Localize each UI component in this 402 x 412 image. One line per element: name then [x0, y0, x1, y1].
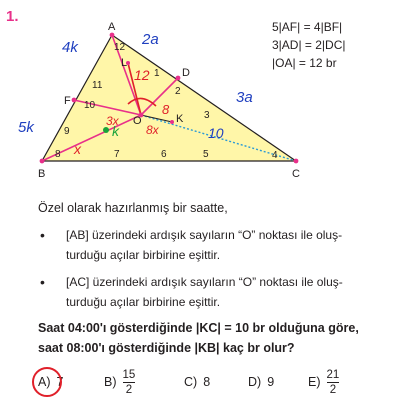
choice-e-denominator: 2: [329, 383, 337, 396]
label-d: D: [182, 67, 190, 79]
point-d: [176, 76, 181, 81]
bullet-dot: •: [40, 274, 45, 290]
question-text: [38, 318, 398, 358]
clock-10: 10: [84, 100, 96, 111]
clock-2: 2: [175, 86, 181, 97]
bullet-ab: [40, 225, 390, 265]
choice-d-label: D): [248, 375, 262, 389]
clock-3: 3: [204, 110, 210, 121]
bullet-ac-line2: turduğu açılar birbirine eşittir.: [66, 295, 221, 309]
selected-answer-circle: [32, 367, 62, 397]
note-ac-2a: 2a: [142, 31, 159, 48]
choice-a-label: A): [38, 375, 51, 389]
note-ac-3a: 3a: [236, 89, 253, 106]
note-x: x: [74, 141, 81, 157]
choice-e[interactable]: [308, 362, 339, 402]
note-green-k: k: [112, 123, 119, 139]
label-c: C: [292, 168, 300, 180]
choice-d-value: 9: [267, 375, 275, 389]
choice-a[interactable]: [38, 362, 63, 402]
choice-c-label: C): [184, 375, 198, 389]
choice-a-value: 7: [56, 375, 64, 389]
choice-b[interactable]: [104, 362, 135, 402]
label-o: O: [133, 115, 142, 127]
label-a: A: [108, 21, 116, 33]
clock-12: 12: [114, 42, 126, 53]
point-f: [72, 98, 77, 103]
note-angle-8: 8: [162, 102, 170, 117]
label-l: L: [121, 57, 128, 69]
clock-7: 7: [114, 149, 120, 160]
answer-choices: [38, 362, 400, 402]
given-af-bf: 5|AF| = 4|BF|: [272, 20, 343, 34]
bullet-ab-line2: turduğu açılar birbirine eşittir.: [66, 248, 221, 262]
label-k: K: [176, 113, 184, 125]
point-k: [170, 120, 174, 124]
choice-e-numerator: 21: [326, 368, 340, 381]
question-line1: Saat 04:00'ı gösterdiğinde |KC| = 10 br olduğuna göre,: [38, 321, 359, 335]
point-c: [294, 159, 299, 164]
choice-e-label: E): [308, 375, 321, 389]
bullet-ab-line1: [AB] üzerindeki ardışık sayıların “O” noktası ile oluş-: [66, 228, 343, 242]
clock-1: 1: [154, 68, 160, 79]
point-b: [40, 159, 45, 164]
choice-d[interactable]: [248, 362, 274, 402]
question-line2: saat 08:00'ı gösterdiğinde |KB| kaç br olur?: [38, 341, 295, 355]
intro-text: Özel olarak hazırlanmış bir saatte,: [38, 201, 228, 215]
choice-b-denominator: 2: [125, 383, 133, 396]
bullet-ac-line1: [AC] üzerindeki ardışık sayıların “O” noktası ile oluş-: [66, 275, 343, 289]
given-ad-dc: 3|AD| = 2|DC|: [272, 38, 346, 52]
label-f: F: [64, 95, 71, 107]
note-8x: 8x: [146, 123, 159, 137]
clock-8: 8: [55, 149, 61, 160]
note-bf-5k: 5k: [18, 119, 34, 136]
choice-b-numerator: 15: [122, 368, 136, 381]
choice-e-fraction: [327, 368, 340, 397]
clock-5: 5: [203, 149, 209, 160]
note-ok-10: 10: [208, 125, 224, 141]
given-conditions: [272, 18, 346, 72]
note-ol-12: 12: [134, 67, 150, 83]
label-b: B: [38, 168, 46, 180]
bullet-dot: •: [40, 227, 45, 243]
given-oa: |OA| = 12 br: [272, 56, 337, 70]
point-a: [110, 33, 115, 38]
note-ab-4k: 4k: [62, 39, 78, 56]
choice-b-label: B): [104, 375, 117, 389]
clock-6: 6: [161, 149, 167, 160]
question-number: 1.: [6, 8, 19, 25]
clock-9: 9: [64, 126, 70, 137]
note-3x: 3x: [106, 114, 119, 128]
choice-b-fraction: [123, 368, 136, 397]
clock-4: 4: [272, 150, 278, 161]
bullet-ac: [40, 272, 390, 312]
choice-c-value: 8: [203, 375, 211, 389]
clock-11: 11: [92, 80, 103, 91]
choice-c[interactable]: [184, 362, 210, 402]
